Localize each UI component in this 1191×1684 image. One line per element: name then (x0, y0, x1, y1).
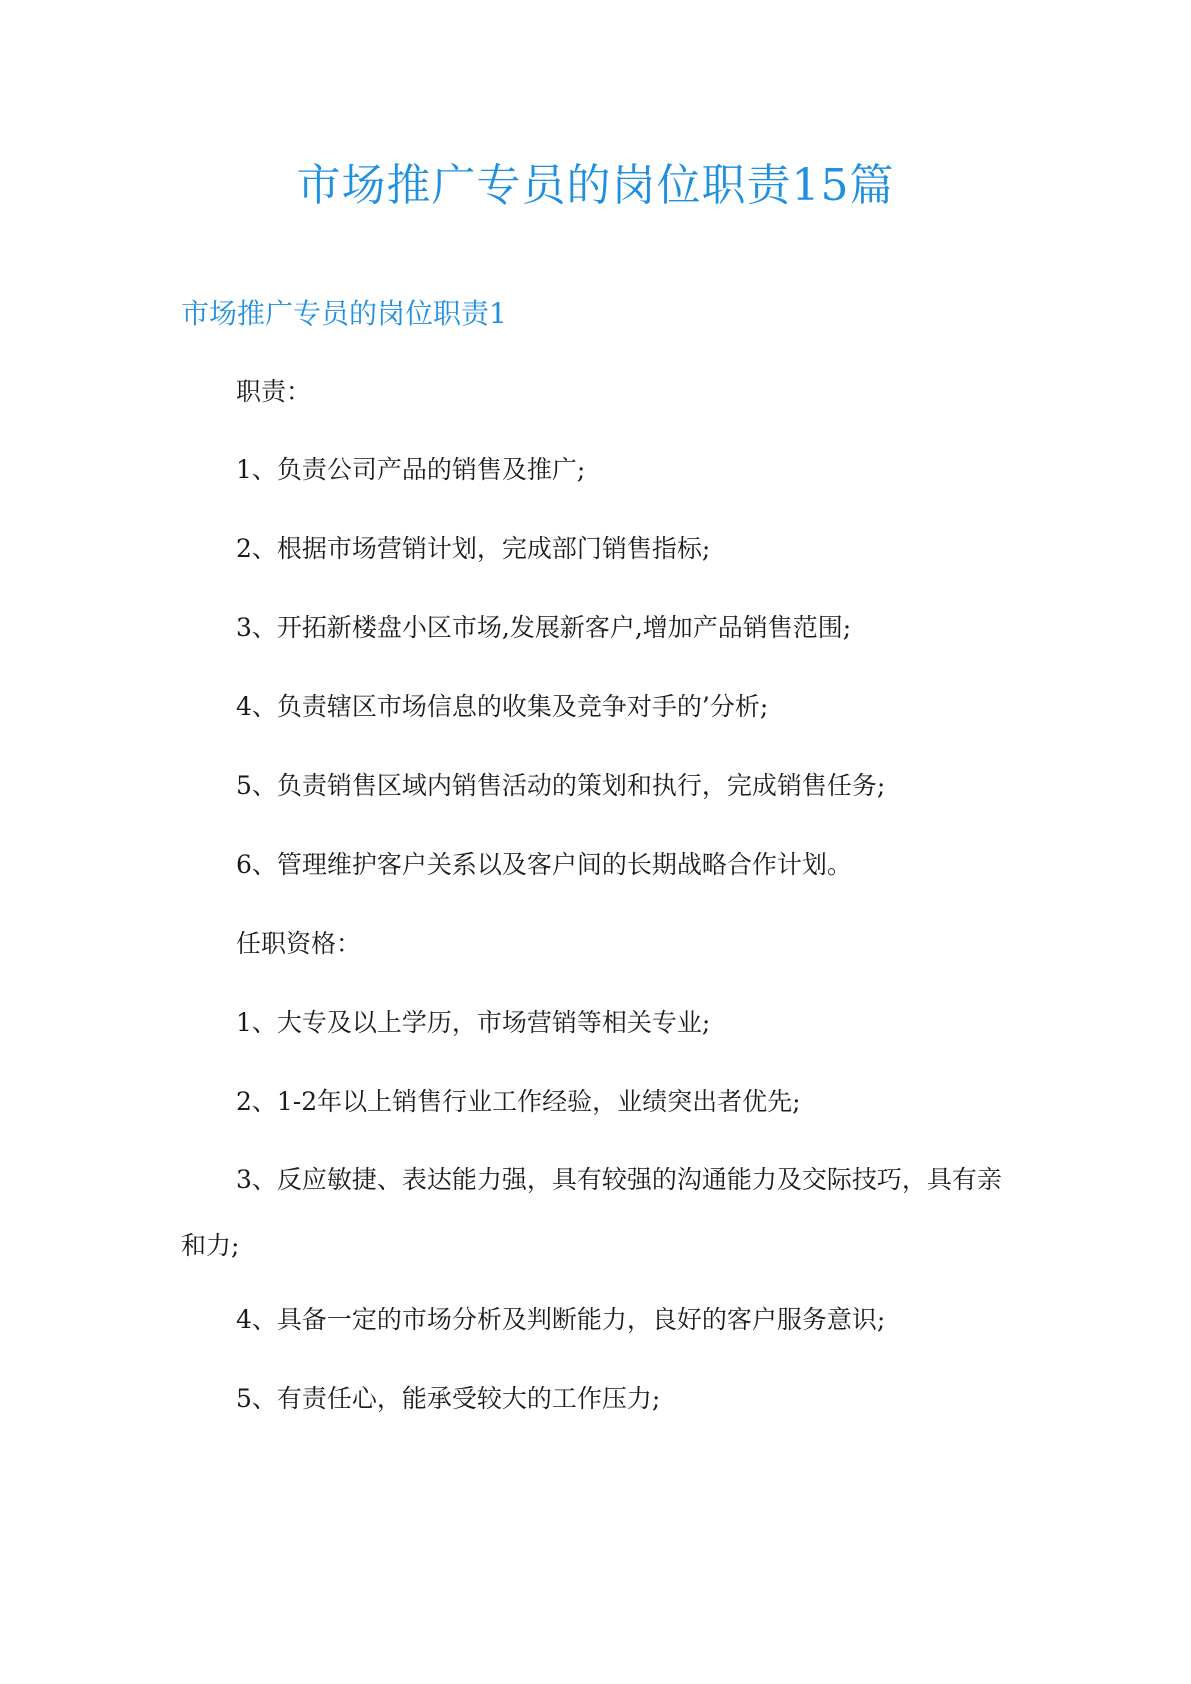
paragraph-qualification-5: 5、有责任心，能承受较大的工作压力; (236, 1384, 661, 1413)
paragraph-duty-2: 2、根据市场营销计划，完成部门销售指标; (236, 534, 711, 563)
document-title: 市场推广专员的岗位职责15篇 (296, 160, 895, 211)
section-title: 市场推广专员的岗位职责1 (181, 297, 507, 330)
paragraph-qualification-2: 2、1-2年以上销售行业工作经验，业绩突出者优先; (236, 1087, 801, 1116)
paragraph-duty-1: 1、负责公司产品的销售及推广; (236, 455, 586, 484)
paragraph-qualification-1: 1、大专及以上学历，市场营销等相关专业; (236, 1008, 711, 1037)
paragraph-duty-6: 6、管理维护客户关系以及客户间的长期战略合作计划。 (236, 850, 852, 879)
paragraph-qualifications-heading: 任职资格： (236, 929, 362, 958)
paragraph-duty-4: 4、负责辖区市场信息的收集及竞争对手的’分析; (236, 692, 769, 721)
paragraph-qualification-4: 4、具备一定的市场分析及判断能力，良好的客户服务意识; (236, 1305, 886, 1334)
paragraph-duties-heading: 职责： (236, 377, 312, 406)
paragraph-duty-3: 3、开拓新楼盘小区市场,发展新客户,增加产品销售范围; (236, 613, 852, 642)
paragraph-qualification-3: 3、反应敏捷、表达能力强，具有较强的沟通能力及交际技巧，具有亲和力; (181, 1165, 1002, 1260)
paragraph-duty-5: 5、负责销售区域内销售活动的策划和执行，完成销售任务; (236, 771, 886, 800)
